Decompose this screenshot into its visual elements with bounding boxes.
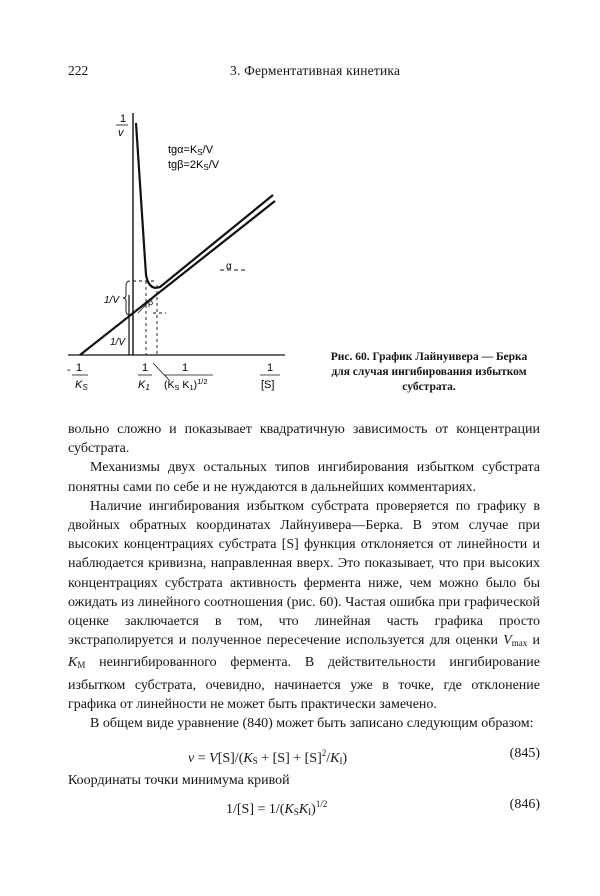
x-axis-label-num: 1 — [267, 362, 274, 374]
tick-KI-num: 1 — [142, 362, 149, 374]
page-header — [68, 63, 538, 83]
tick-neg-Ks-num: 1 — [76, 362, 83, 374]
page-number: 222 — [68, 63, 89, 78]
equation-846-expression: $1/[S] = 1/(K_SK_I)^{1/2}$ — [226, 799, 328, 818]
figure-caption — [318, 350, 540, 395]
caption-line: для случая ингибирования избытком — [331, 366, 527, 378]
annotation-tg-alpha: tgα=KS/V — [168, 144, 214, 157]
angle-beta-label: β — [148, 297, 154, 307]
running-title: 3. Ферментативная кинетика — [230, 63, 401, 78]
tick-sqrt-den: (KS K1)$^{1/2}$ — [164, 377, 208, 392]
equation-846 — [68, 792, 540, 820]
tick-neg-Ks-den: KS — [75, 379, 88, 392]
body-text — [68, 420, 540, 820]
caption-line: субстрата. — [402, 381, 456, 393]
svg-text:-: - — [67, 364, 71, 376]
x-axis-label-den: [S] — [261, 379, 275, 391]
paragraph: вольно сложно и показывает квадратичную зависимость от концентрации субстрата. — [68, 422, 540, 457]
paragraph: Наличие ингибирования избытком субстрата проверяется по графику в двойных обратных координатах Лайнуивера—Берка. В этом случае при высоких концентрациях субстрата [S] функция отклоняется от линейности и наблюдается кривизна, направленная вверх. Это показывает, что при высоких концентрациях субстрата активность фермента ниже, чем можно было бы ожидать из линейного соотношения (рис. 60). Частая ошибка при графической оценке заключается в том, что линейная часть графика просто экстраполируется и полученное пересечение используется для оценки $V_{max}$ и $K_M$ неингибированного фермента. В действительности ингибирование избытком субстрата, очевидно, начинается уже в точке, где отклонение графика от линейности не может быть практически замечено. — [68, 498, 540, 712]
tick-sqrt-num: 1 — [182, 362, 189, 374]
angle-alpha-label: α — [226, 261, 232, 272]
linear-line — [80, 201, 275, 355]
annotation-tg-beta: tgβ=2KS/V — [168, 159, 220, 172]
paragraph: Координаты точки минимума кривой — [68, 773, 290, 789]
paragraph: Механизмы двух остальных типов ингибирования избытком субстрата понятны сами по себе и не нуждаются в дальнейших комментариях. — [68, 460, 540, 495]
caption-line: Рис. 60. График Лайнуивера — Берка — [330, 351, 528, 363]
y-axis-label-den: v — [118, 127, 124, 139]
lineweaver-burk-figure — [60, 105, 310, 395]
equation-846-number: (846) — [509, 797, 540, 813]
lineweaver-burk-plot — [60, 105, 310, 395]
y-axis-label-num: 1 — [120, 113, 127, 125]
label-1-over-V-lower: 1/V — [110, 337, 126, 348]
equation-845-number: (845) — [509, 746, 540, 762]
equation-845-expression: $v = V[S]/(K_S + [S] + [S]^2/K_I)$ — [188, 748, 348, 767]
tick-KI-den: K1 — [138, 379, 150, 392]
equation-845 — [68, 741, 540, 769]
paragraph: В общем виде уравнение (840) может быть записано следующим образом: — [90, 716, 534, 732]
label-1-over-V-upper: 1/V — [104, 295, 120, 306]
